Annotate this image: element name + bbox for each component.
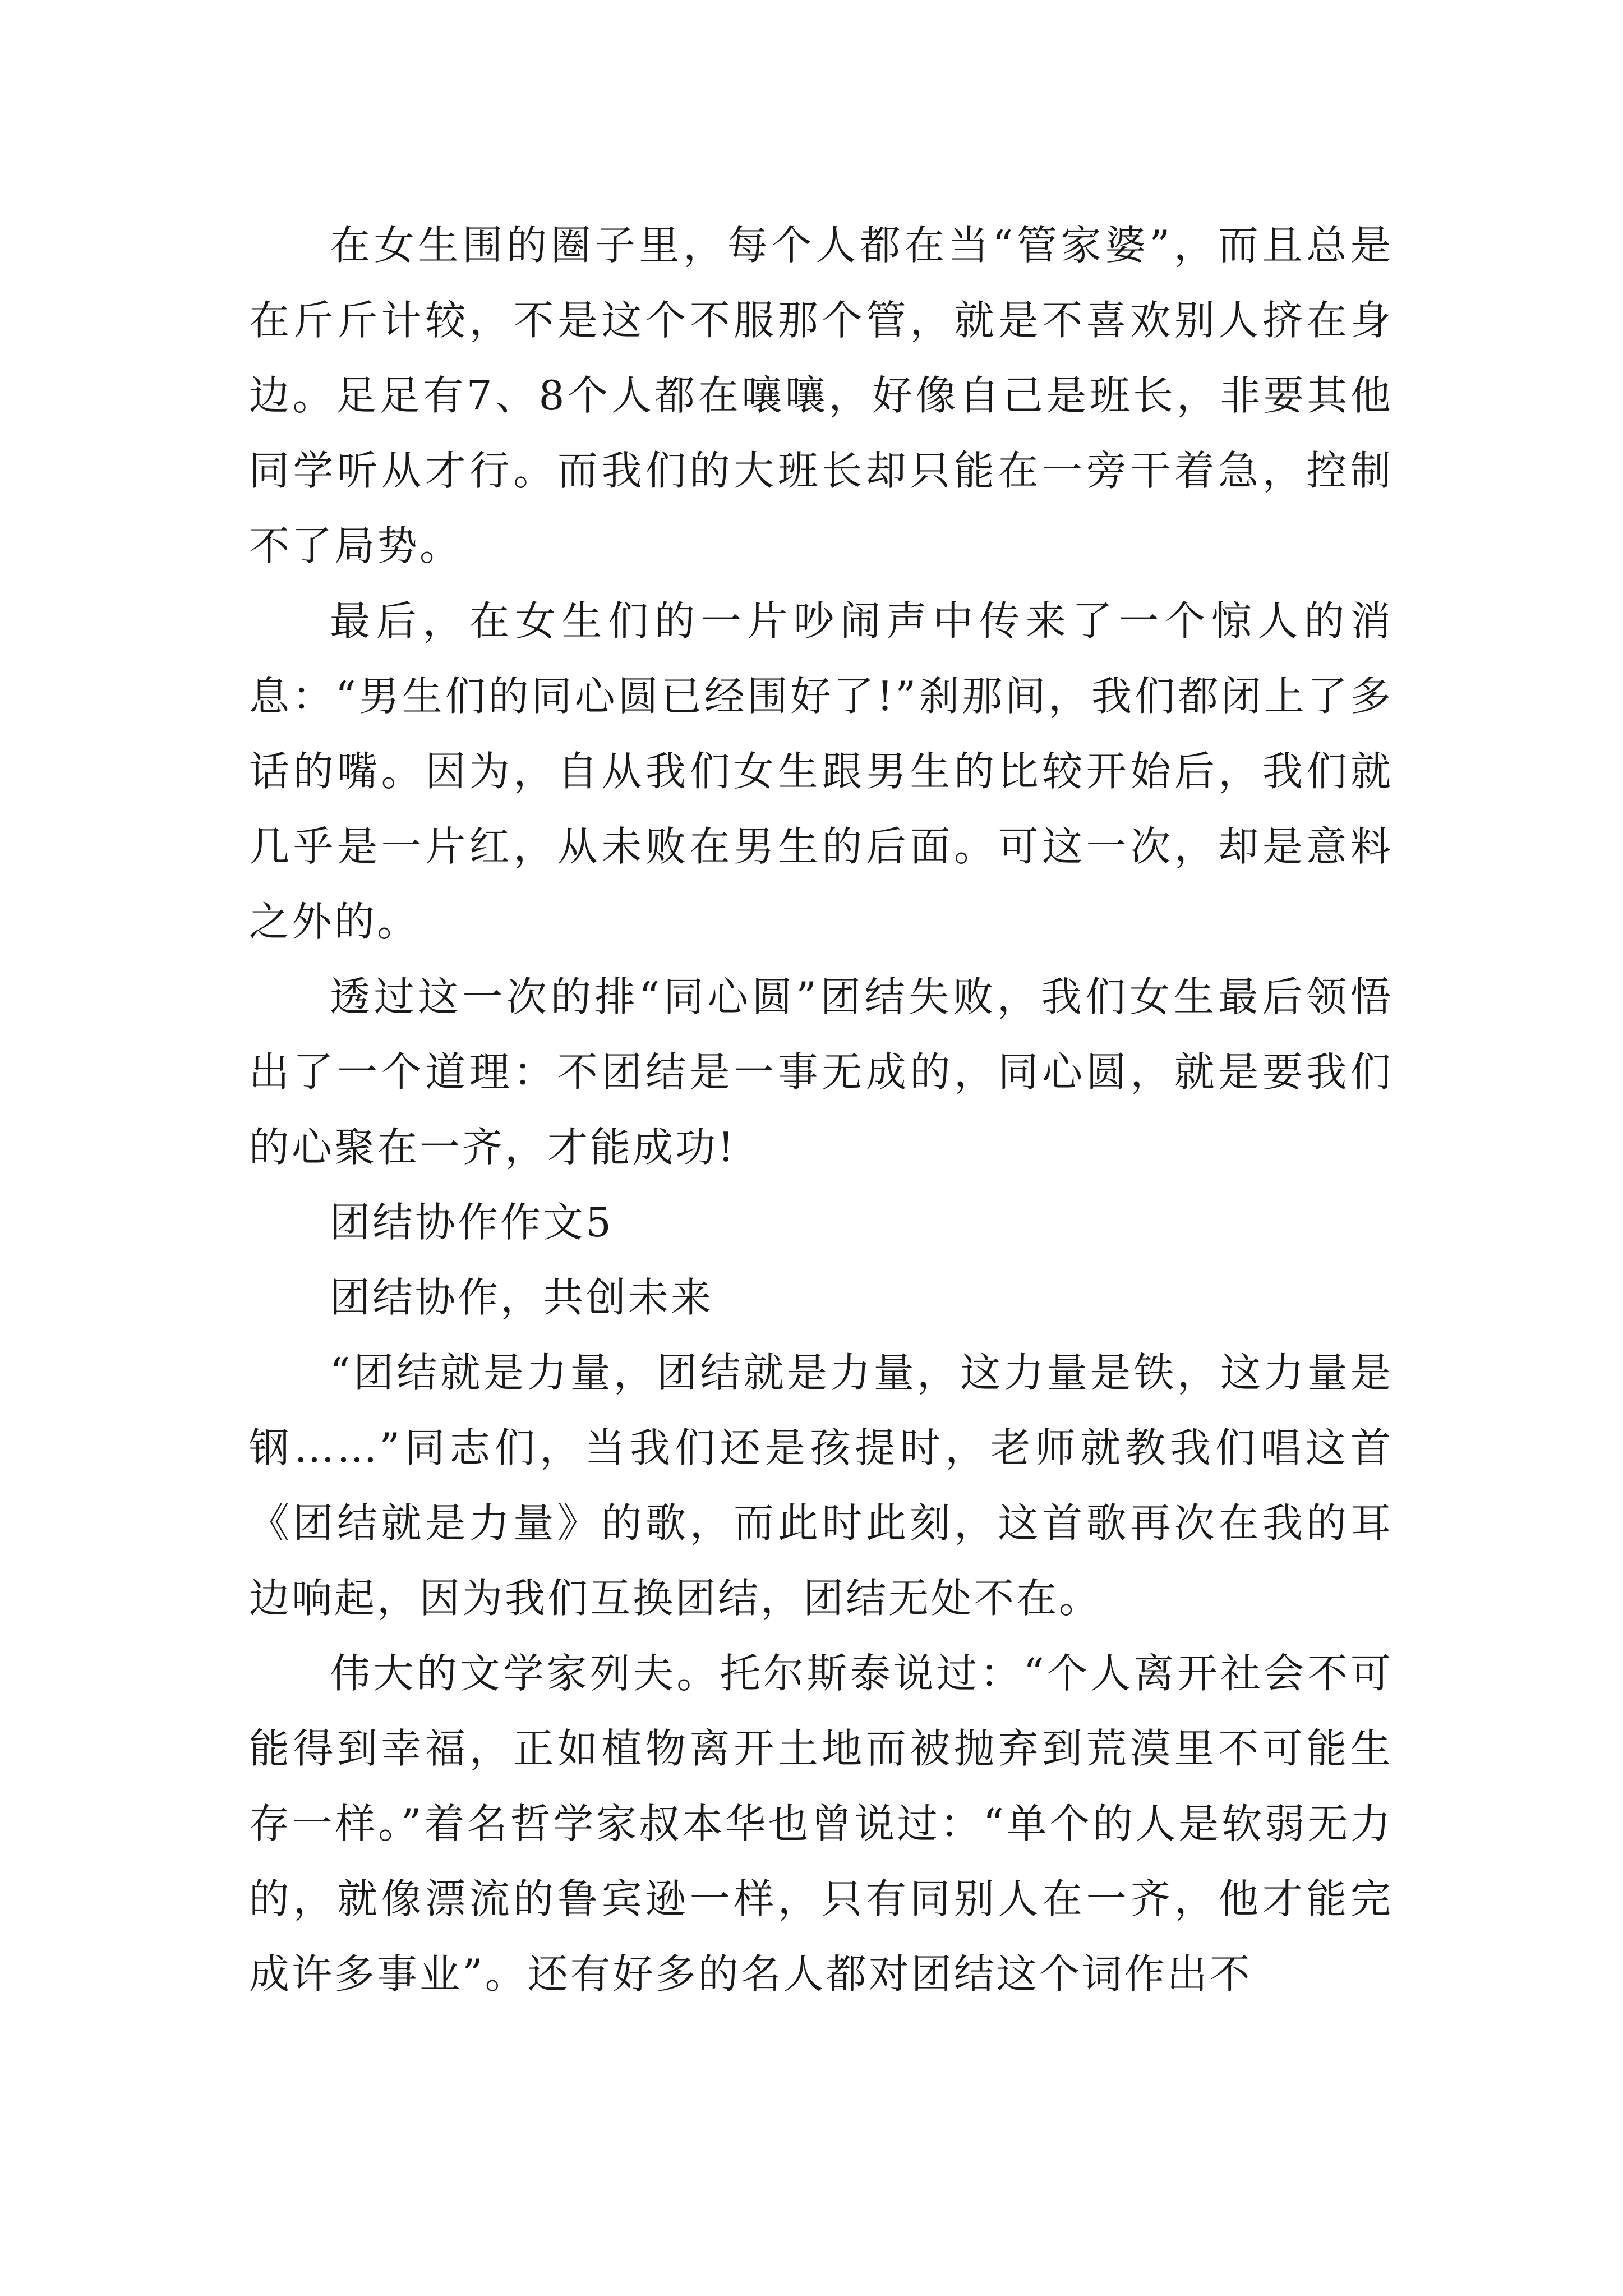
essay-heading: 团结协作作文5 (330, 1199, 614, 1246)
essay-title: 团结协作，共创未来 (330, 1274, 714, 1321)
paragraph-lesson-learned: 透过这一次的排“同心圆”团结失败，我们女生最后领悟出了一个道理：不团结是一事无成的，同心圆，就是要我们的心聚在一齐，才能成功! (249, 973, 1393, 1171)
paragraph-boys-finished: 最后，在女生们的一片吵闹声中传来了一个惊人的消息：“男生们的同心圆已经围好了!”刹那间，我们都闭上了多话的嘴。因为，自从我们女生跟男生的比较开始后，我们就几乎是一片红，从未败在男生的后面。可这一次，却是意料之外的。 (249, 597, 1393, 945)
paragraph-unity-song: “团结就是力量，团结就是力量，这力量是铁，这力量是钢……”同志们，当我们还是孩提时，老师就教我们唱这首《团结就是力量》的歌，而此时此刻，这首歌再次在我的耳边响起，因为我们互换团结，团结无处不在。 (249, 1349, 1393, 1622)
paragraph-circle-chaos: 在女生围的圈子里，每个人都在当“管家婆”，而且总是在斤斤计较，不是这个不服那个管，就是不喜欢别人挤在身边。足足有7、8个人都在嚷嚷，好像自己是班长，非要其他同学听从才行。而我们的大班长却只能在一旁干着急，控制不了局势。 (249, 222, 1393, 569)
paragraph-famous-quotes: 伟大的文学家列夫。托尔斯泰说过：“个人离开社会不可能得到幸福，正如植物离开土地而被抛弃到荒漠里不可能生存一样。”着名哲学家叔本华也曾说过：“单个的人是软弱无力的，就像漂流的鲁宾逊一样，只有同别人在一齐，他才能完成许多事业”。还有好多的名人都对团结这个词作出不 (249, 1650, 1393, 1998)
document-body (249, 208, 1393, 2012)
